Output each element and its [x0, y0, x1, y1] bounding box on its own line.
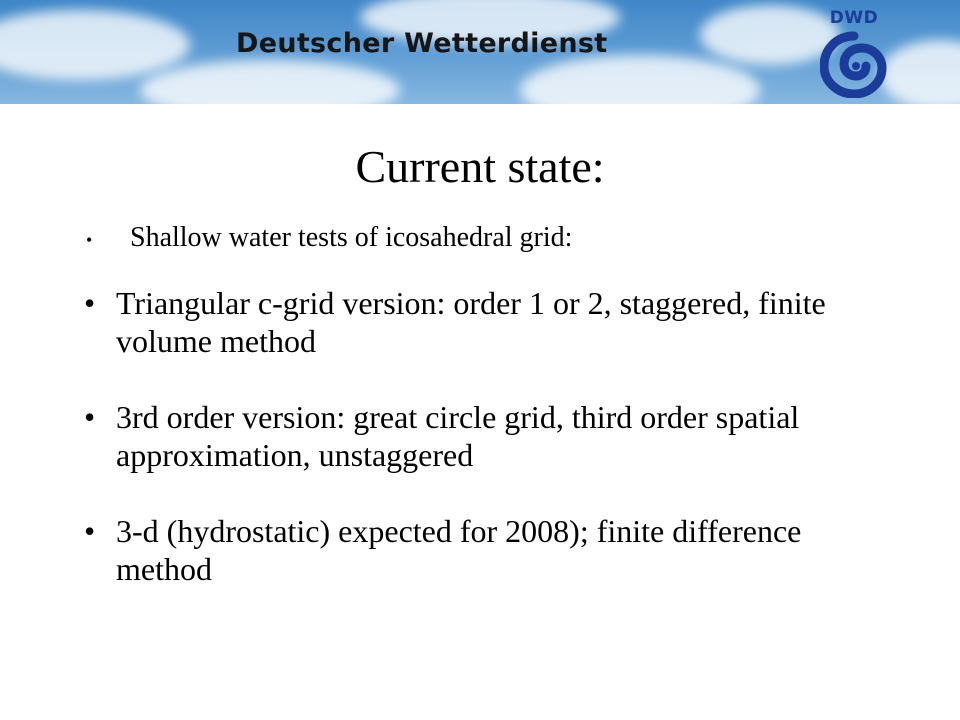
bullet-dot: •: [84, 285, 96, 321]
bullet-item-3: [84, 398, 884, 474]
dwd-logo: [820, 8, 888, 98]
bullet-item-4: [84, 512, 884, 588]
organization-name: Deutscher Wetterdienst: [236, 28, 608, 59]
bullet-dot: •: [84, 399, 96, 435]
header-banner: [0, 0, 960, 104]
bullet-text: 3-d (hydrostatic) expected for 2008); finite difference method: [116, 513, 802, 587]
bullet-text: 3rd order version: great circle grid, third order spatial approximation, unstaggered: [116, 399, 800, 473]
bullet-item-2: [84, 284, 884, 360]
logo-text: DWD: [829, 8, 879, 28]
bullet-text: Shallow water tests of icosahedral grid:: [130, 222, 573, 253]
dwd-swirl-icon: [820, 30, 888, 98]
slide-title: Current state:: [355, 141, 605, 192]
bullet-dot: •: [84, 513, 96, 549]
bullet-text: Triangular c-grid version: order 1 or 2, staggered, finite volume method: [116, 285, 826, 359]
bullet-dot: •: [86, 230, 93, 250]
